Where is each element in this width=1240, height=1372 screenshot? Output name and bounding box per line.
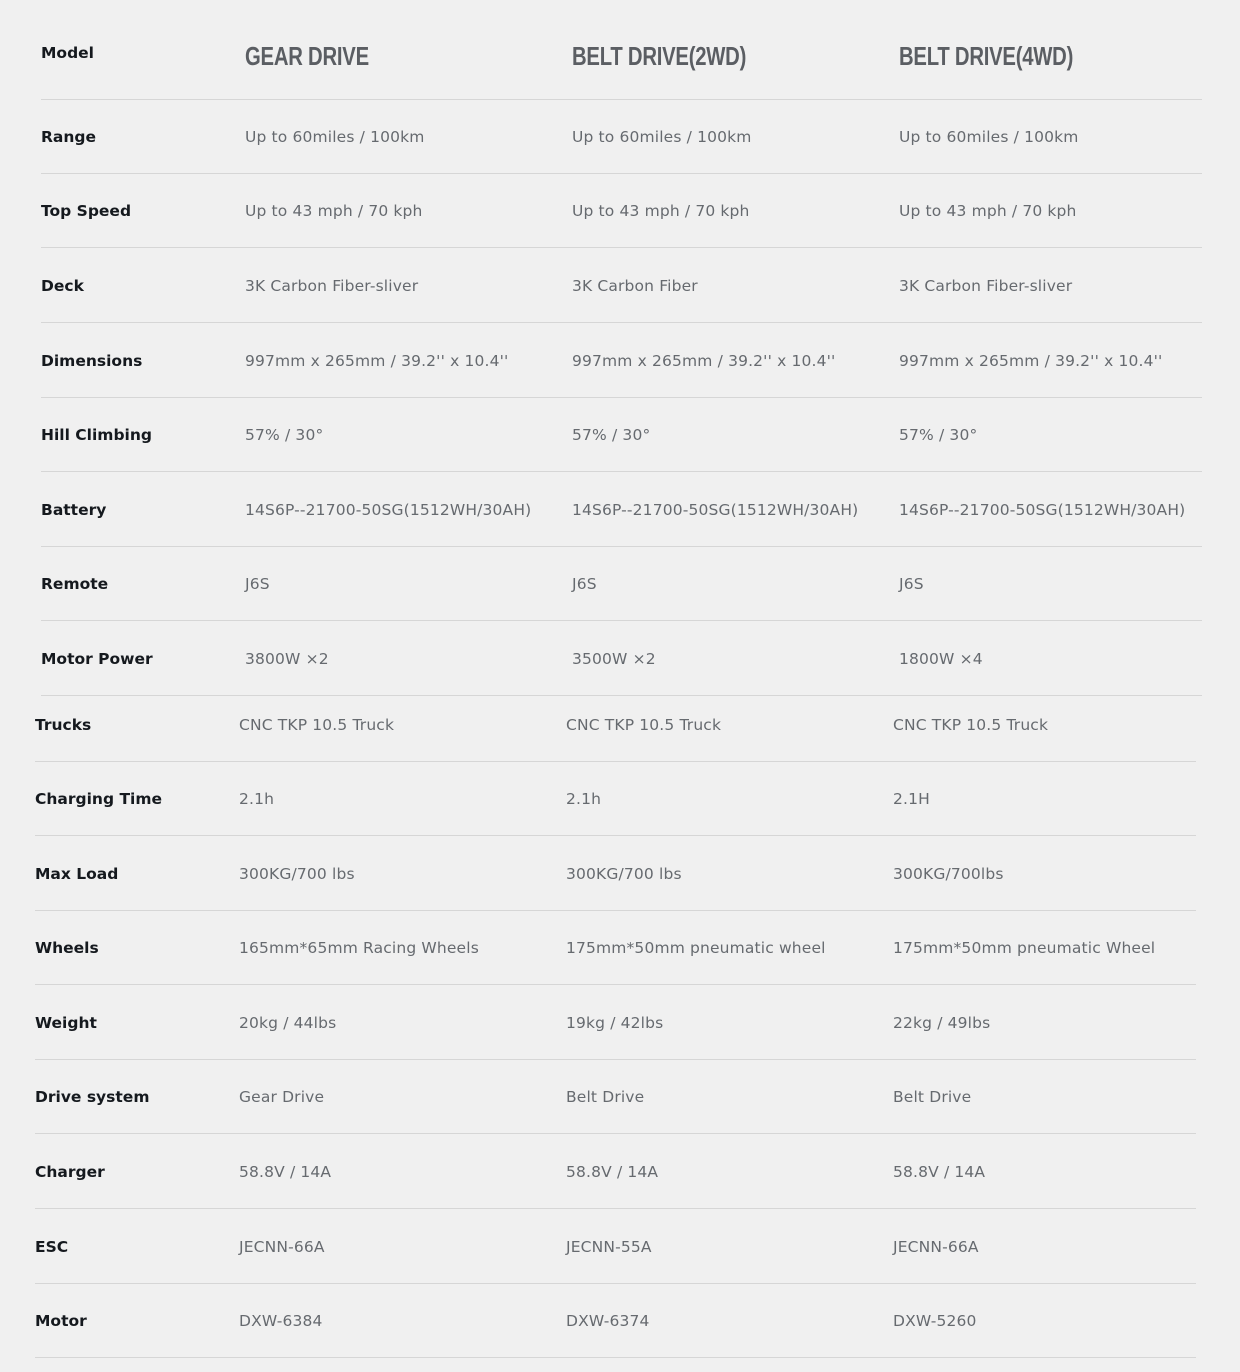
cell-belt-drive-2wd: J6S (572, 575, 597, 593)
row-label: Motor Power (41, 650, 153, 668)
table-row-motor (35, 1284, 1196, 1358)
row-label: Weight (35, 1014, 97, 1032)
cell-belt-drive-4wd: 300KG/700lbs (893, 865, 1004, 883)
row-label: Max Load (35, 865, 119, 883)
cell-belt-drive-4wd: 1800W ×4 (899, 650, 983, 668)
cell-belt-drive-2wd: 3500W ×2 (572, 650, 656, 668)
cell-gear-drive: CNC TKP 10.5 Truck (239, 716, 395, 734)
model-name-gear-drive: GEAR DRIVE (245, 41, 369, 71)
table-row-battery (41, 473, 1202, 547)
table-row-remote (41, 547, 1202, 621)
row-label: Deck (41, 277, 84, 295)
row-divider (35, 835, 1196, 836)
cell-belt-drive-4wd: 22kg / 49lbs (893, 1014, 991, 1032)
row-label: ESC (35, 1238, 69, 1256)
row-divider (35, 1357, 1196, 1358)
cell-belt-drive-4wd: Up to 60miles / 100km (899, 128, 1079, 146)
cell-belt-drive-4wd: Up to 43 mph / 70 kph (899, 202, 1077, 220)
cell-gear-drive: J6S (245, 575, 270, 593)
row-divider (35, 1208, 1196, 1209)
cell-gear-drive: 3K Carbon Fiber-sliver (245, 277, 419, 295)
cell-belt-drive-4wd: 2.1H (893, 790, 930, 808)
row-divider (35, 984, 1196, 985)
cell-belt-drive-2wd: 2.1h (566, 790, 602, 808)
table-row-trucks (35, 696, 1196, 762)
cell-gear-drive: 14S6P--21700-50SG(1512WH/30AH) (245, 501, 532, 519)
cell-belt-drive-4wd: 14S6P--21700-50SG(1512WH/30AH) (899, 501, 1186, 519)
cell-belt-drive-2wd: 19kg / 42lbs (566, 1014, 664, 1032)
cell-belt-drive-2wd: 57% / 30° (572, 426, 651, 444)
cell-gear-drive: 3800W ×2 (245, 650, 329, 668)
table-row-range (41, 100, 1202, 174)
cell-gear-drive: JECNN-66A (239, 1238, 325, 1256)
row-label: Remote (41, 575, 109, 593)
table-header-row (41, 0, 1202, 100)
table-row-charger (35, 1135, 1196, 1209)
cell-gear-drive: 58.8V / 14A (239, 1163, 332, 1181)
row-label: Motor (35, 1312, 87, 1330)
row-label: Trucks (35, 716, 92, 734)
cell-belt-drive-2wd: 997mm x 265mm / 39.2'' x 10.4'' (572, 352, 836, 370)
cell-belt-drive-2wd: 3K Carbon Fiber (572, 277, 698, 295)
row-label: Charger (35, 1163, 105, 1181)
cell-gear-drive: 997mm x 265mm / 39.2'' x 10.4'' (245, 352, 509, 370)
cell-gear-drive: DXW-6384 (239, 1312, 323, 1330)
row-label: Charging Time (35, 790, 162, 808)
cell-gear-drive: Gear Drive (239, 1088, 325, 1106)
cell-belt-drive-4wd: CNC TKP 10.5 Truck (893, 716, 1049, 734)
cell-belt-drive-2wd: 14S6P--21700-50SG(1512WH/30AH) (572, 501, 859, 519)
row-divider (41, 322, 1202, 323)
table-row-dimensions (41, 324, 1202, 398)
cell-belt-drive-2wd: JECNN-55A (566, 1238, 652, 1256)
model-name-belt-drive-4wd: BELT DRIVE(4WD) (899, 41, 1074, 71)
row-divider (41, 471, 1202, 472)
cell-gear-drive: 20kg / 44lbs (239, 1014, 337, 1032)
table-row-esc (35, 1210, 1196, 1284)
cell-gear-drive: 300KG/700 lbs (239, 865, 355, 883)
row-label: Hill Climbing (41, 426, 152, 444)
model-name-belt-drive-2wd: BELT DRIVE(2WD) (572, 41, 747, 71)
row-label: Dimensions (41, 352, 143, 370)
cell-gear-drive: Up to 43 mph / 70 kph (245, 202, 423, 220)
row-label: Battery (41, 501, 107, 519)
table-row-max-load (35, 837, 1196, 911)
table-row-top-speed (41, 174, 1202, 248)
cell-belt-drive-4wd: 175mm*50mm pneumatic Wheel (893, 939, 1156, 957)
row-divider (35, 1133, 1196, 1134)
row-divider (41, 620, 1202, 621)
cell-belt-drive-2wd: 58.8V / 14A (566, 1163, 659, 1181)
table-row-weight (35, 986, 1196, 1060)
cell-gear-drive: 57% / 30° (245, 426, 324, 444)
cell-gear-drive: Up to 60miles / 100km (245, 128, 425, 146)
table-row-drive-system (35, 1060, 1196, 1134)
cell-belt-drive-4wd: J6S (899, 575, 924, 593)
cell-belt-drive-4wd: 58.8V / 14A (893, 1163, 986, 1181)
model-header-label: Model (41, 44, 94, 62)
cell-belt-drive-2wd: Up to 60miles / 100km (572, 128, 752, 146)
cell-belt-drive-2wd: Up to 43 mph / 70 kph (572, 202, 750, 220)
cell-belt-drive-4wd: 57% / 30° (899, 426, 978, 444)
table-row-hill-climbing (41, 398, 1202, 472)
row-label: Range (41, 128, 97, 146)
cell-gear-drive: 2.1h (239, 790, 275, 808)
cell-belt-drive-4wd: Belt Drive (893, 1088, 972, 1106)
row-label: Drive system (35, 1088, 150, 1106)
cell-belt-drive-2wd: Belt Drive (566, 1088, 645, 1106)
cell-belt-drive-4wd: 997mm x 265mm / 39.2'' x 10.4'' (899, 352, 1163, 370)
cell-belt-drive-2wd: DXW-6374 (566, 1312, 650, 1330)
cell-belt-drive-4wd: DXW-5260 (893, 1312, 977, 1330)
cell-belt-drive-4wd: 3K Carbon Fiber-sliver (899, 277, 1073, 295)
table-row-charging-time (35, 762, 1196, 836)
table-row-deck (41, 249, 1202, 323)
row-divider (41, 247, 1202, 248)
table-row-wheels (35, 911, 1196, 985)
cell-belt-drive-4wd: JECNN-66A (893, 1238, 979, 1256)
cell-belt-drive-2wd: 300KG/700 lbs (566, 865, 682, 883)
table-row-motor-power (41, 622, 1202, 696)
cell-belt-drive-2wd: CNC TKP 10.5 Truck (566, 716, 722, 734)
row-label: Top Speed (41, 202, 132, 220)
cell-gear-drive: 165mm*65mm Racing Wheels (239, 939, 479, 957)
cell-belt-drive-2wd: 175mm*50mm pneumatic wheel (566, 939, 826, 957)
row-label: Wheels (35, 939, 99, 957)
